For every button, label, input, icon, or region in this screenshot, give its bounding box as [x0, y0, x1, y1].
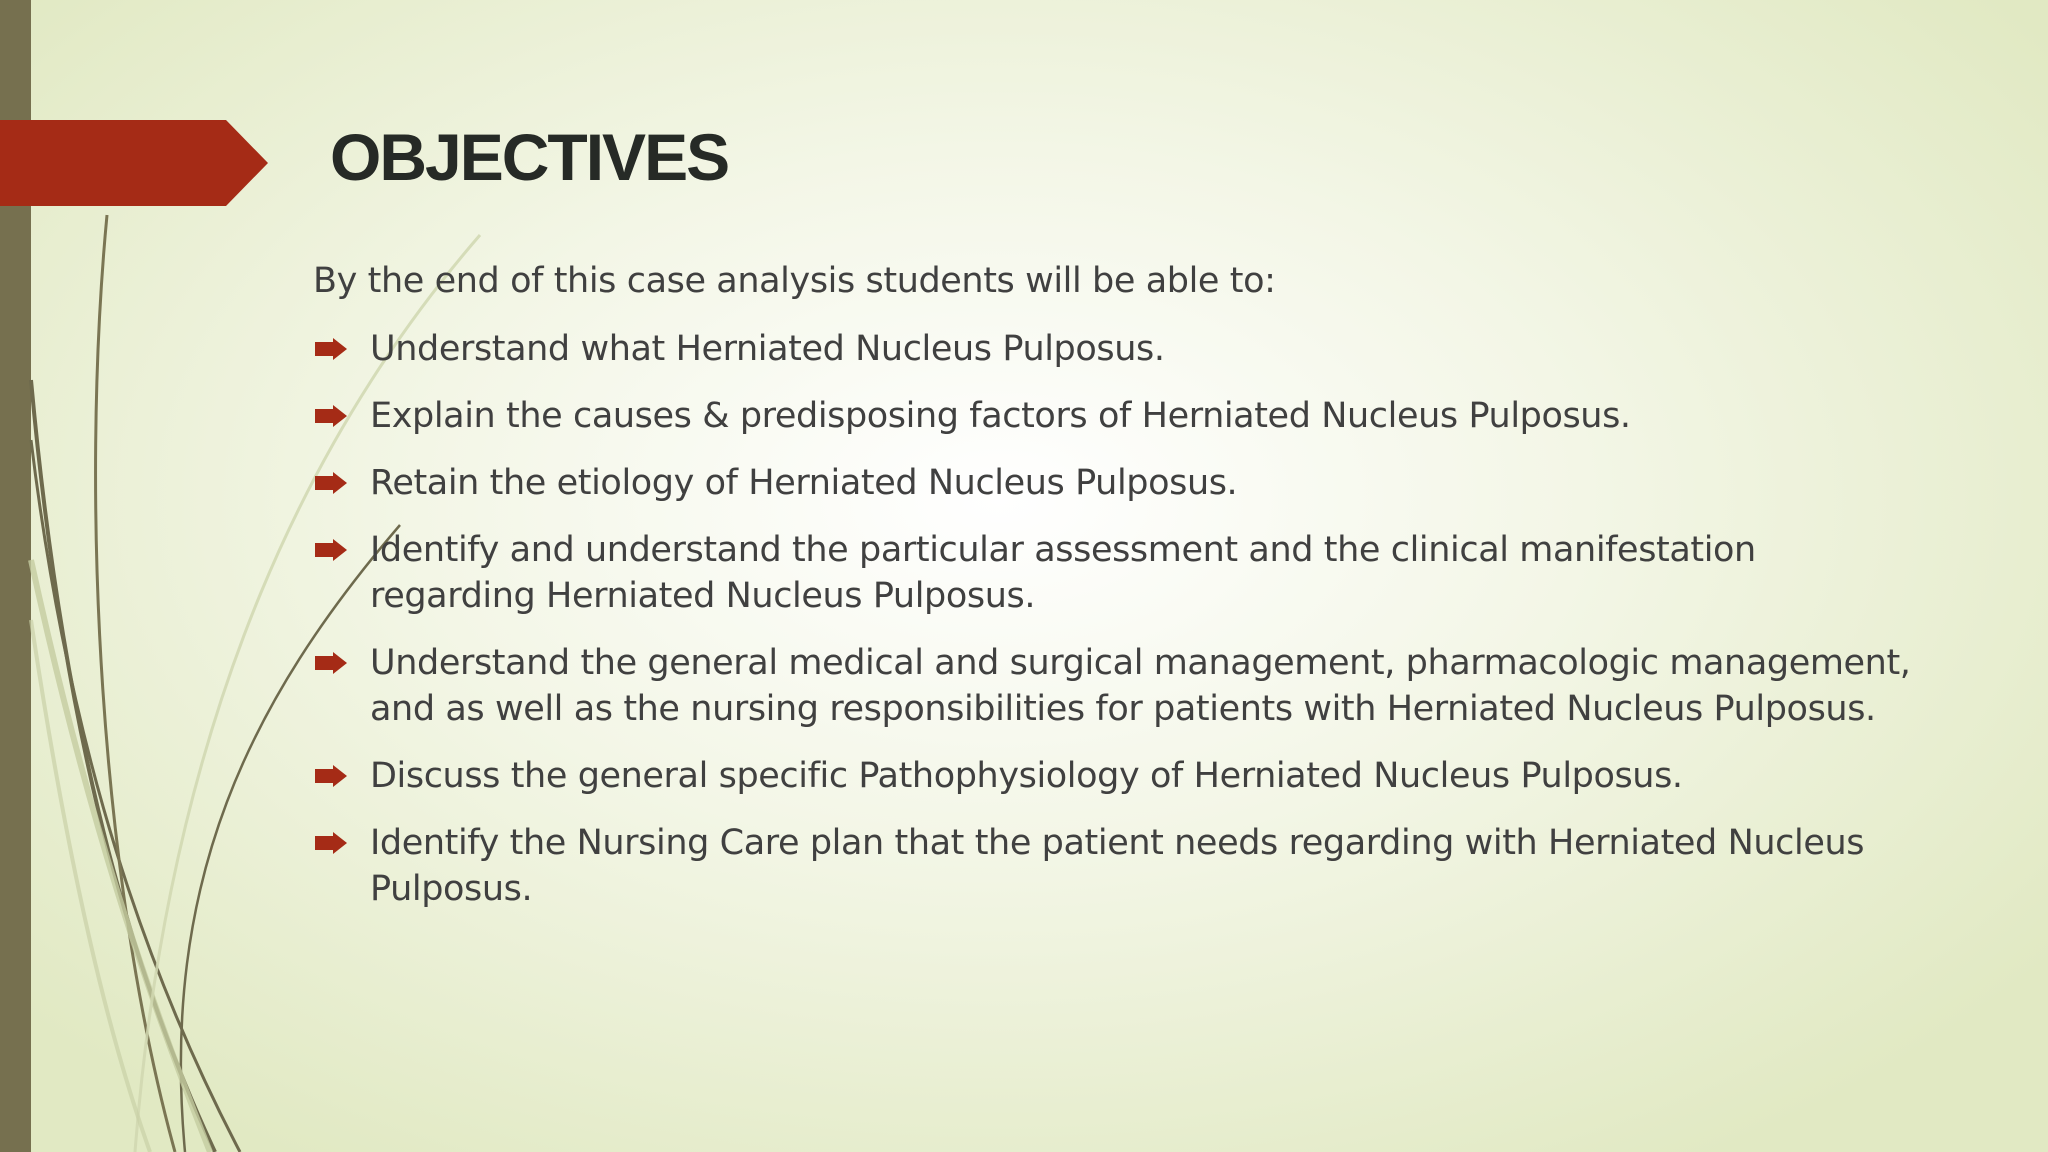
objective-text: Retain the etiology of Herniated Nucleus Pulposus. [370, 463, 1238, 503]
list-item [313, 640, 1913, 732]
objective-text: Identify the Nursing Care plan that the patient needs regarding with Herniated Nucleus Pulposus. [370, 823, 1865, 909]
right-arrow-icon [315, 765, 347, 787]
title-flag-shape [0, 120, 268, 206]
right-arrow-icon [315, 652, 347, 674]
objective-text: Discuss the general specific Pathophysiology of Herniated Nucleus Pulposus. [370, 756, 1683, 796]
objective-text: Understand what Herniated Nucleus Pulposus. [370, 329, 1165, 369]
list-item [313, 753, 1913, 799]
right-arrow-icon [315, 405, 347, 427]
intro-text: By the end of this case analysis students will be able to: [313, 261, 1276, 301]
list-item [313, 460, 1913, 506]
objectives-list [313, 326, 1913, 933]
list-item [313, 326, 1913, 372]
slide-title: OBJECTIVES [330, 120, 729, 194]
objective-text: Explain the causes & predisposing factors of Herniated Nucleus Pulposus. [370, 396, 1631, 436]
list-item [313, 393, 1913, 439]
objective-text: Identify and understand the particular assessment and the clinical manifestation regarding Herniated Nucleus Pulposus. [370, 530, 1756, 616]
right-arrow-icon [315, 472, 347, 494]
right-arrow-icon [315, 338, 347, 360]
list-item [313, 527, 1913, 619]
right-arrow-icon [315, 539, 347, 561]
objective-text: Understand the general medical and surgical management, pharmacologic management, and as well as the nursing responsibilities for patients with Herniated Nucleus Pulposus. [370, 643, 1911, 729]
right-arrow-icon [315, 832, 347, 854]
list-item [313, 820, 1913, 912]
